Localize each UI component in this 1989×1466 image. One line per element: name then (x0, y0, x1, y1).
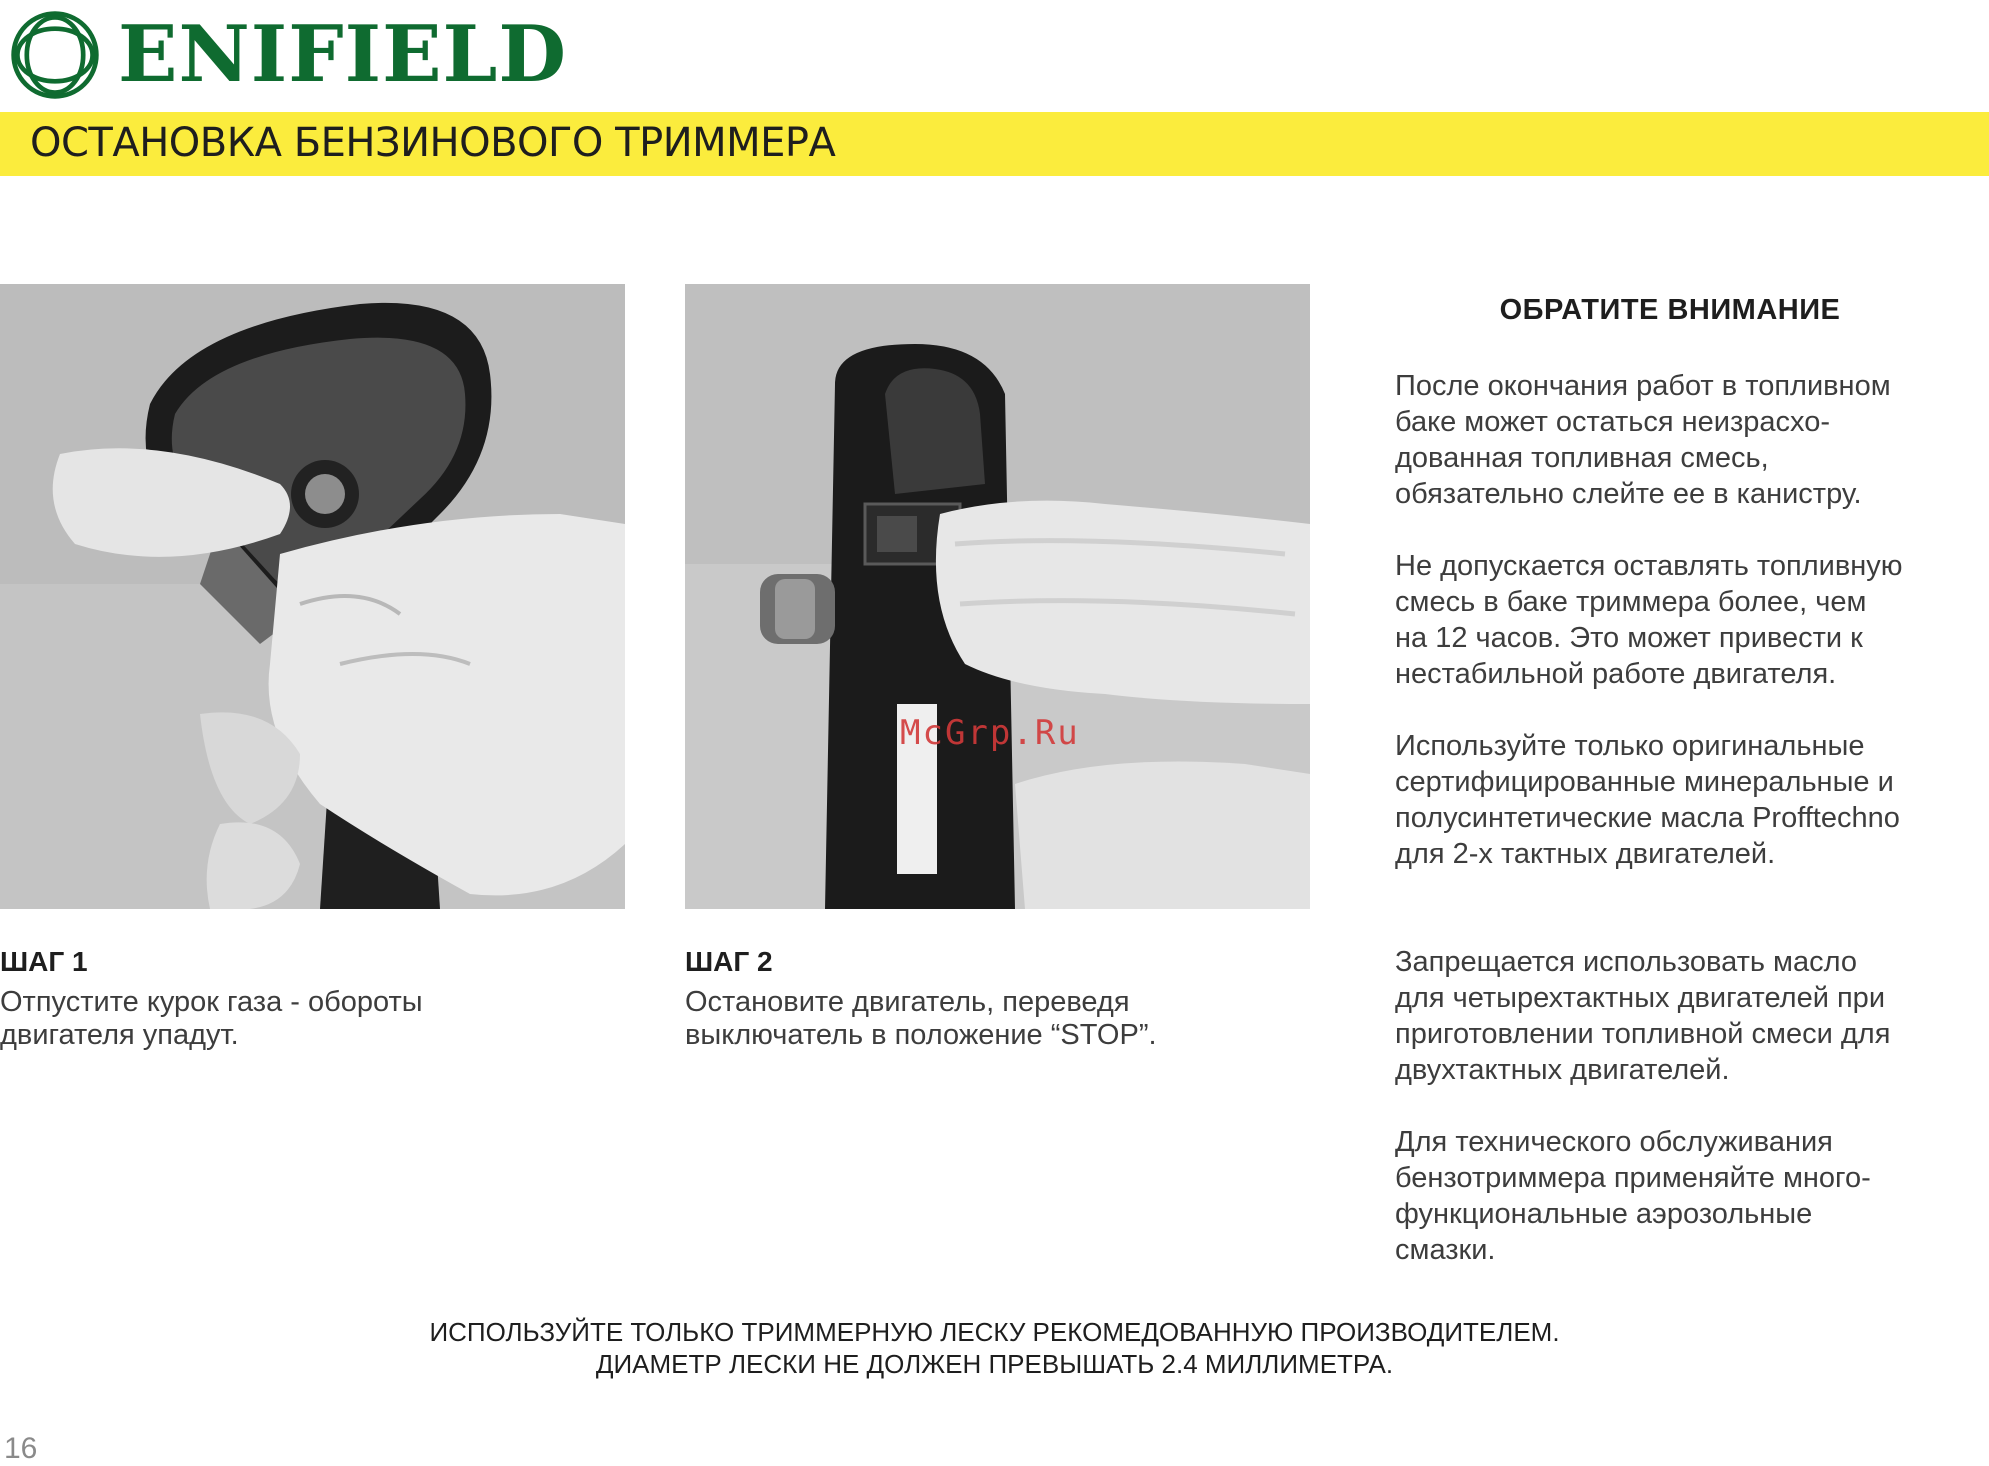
footer-line-1: ИСПОЛЬЗУЙТЕ ТОЛЬКО ТРИММЕРНУЮ ЛЕСКУ РЕКОМЕДОВАННУЮ ПРОИЗВОДИТЕЛЕМ. (429, 1317, 1560, 1347)
notice-paragraph: Используйте только оригинальные сертифицированные минеральные и полусинтетические масла Profftechno для 2-х тактных двигателей. (1395, 730, 1900, 870)
notice-heading: ОБРАТИТЕ ВНИМАНИЕ (1499, 294, 1841, 326)
page-title: ОСТАНОВКА БЕНЗИНОВОГО ТРИММЕРА (30, 120, 836, 166)
footer-warning (0, 1316, 1989, 1380)
watermark: McGrp.Ru (900, 713, 1080, 753)
step2-photo (685, 284, 1310, 909)
brand-logo (8, 8, 567, 102)
notice-paragraph: Запрещается использовать масло для четырехтактных двигателей при приготовлении топливной смеси для двухтактных двигателей. (1395, 946, 1891, 1086)
page-number: 16 (4, 1432, 38, 1465)
notice-paragraph: Не допускается оставлять топливную смесь в баке триммера более, чем на 12 часов. Это может привести к нестабильной работе двигателя. (1395, 550, 1903, 690)
triple-ring-logo-icon (8, 8, 102, 102)
notice-paragraph: Для технического обслуживания бензотриммера применяйте много- функциональные аэрозольные смазки. (1395, 1126, 1871, 1266)
step2-title: ШАГ 2 (685, 946, 773, 977)
footer-line-2: ДИАМЕТР ЛЕСКИ НЕ ДОЛЖЕН ПРЕВЫШАТЬ 2.4 МИЛЛИМЕТРА. (595, 1349, 1394, 1379)
brand-name: ENIFIELD (118, 9, 568, 100)
step1-photo (0, 284, 625, 909)
step1-text: Отпустите курок газа - обороты двигателя упадут. (0, 986, 423, 1051)
step1-title: ШАГ 1 (0, 946, 88, 977)
step2-text: Остановите двигатель, переведя выключатель в положение “STOP”. (685, 986, 1157, 1051)
notice-paragraph: После окончания работ в топливном баке может остаться неизрасхо- дованная топливная смесь, обязательно слейте ее в канистру. (1395, 370, 1891, 510)
